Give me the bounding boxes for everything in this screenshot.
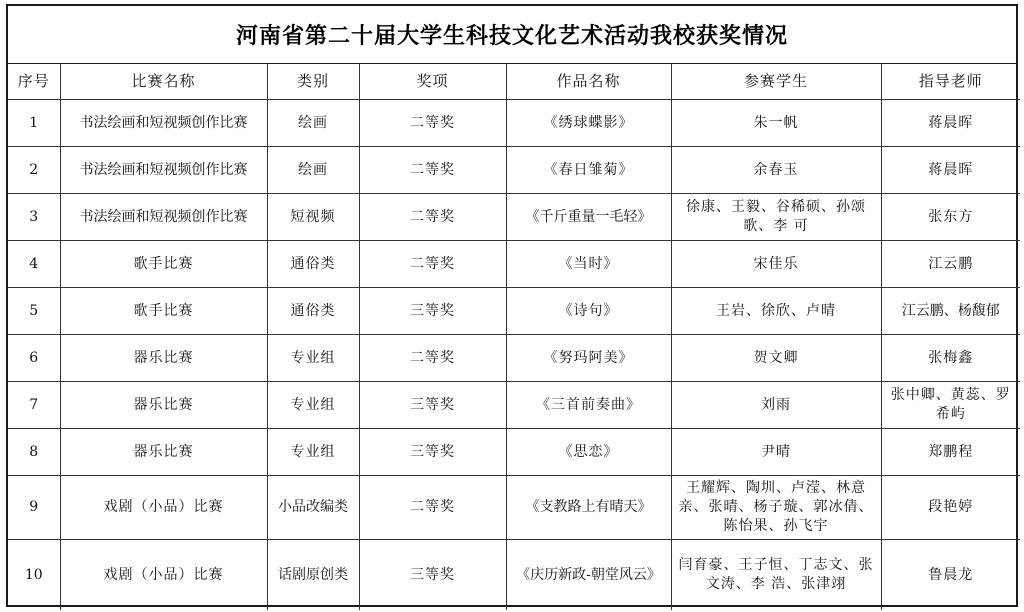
competition-cell: 器乐比赛 <box>60 335 267 382</box>
advisors-cell: 张东方 <box>881 194 1020 241</box>
work-title-cell: 《努玛阿美》 <box>506 335 671 382</box>
advisors-cell: 段艳婷 <box>881 476 1020 540</box>
work-title-cell: 《当时》 <box>506 241 671 288</box>
work-title-cell: 《三首前奏曲》 <box>506 382 671 429</box>
award-cell: 二等奖 <box>359 194 506 241</box>
table-row <box>8 100 1020 147</box>
index-cell: 10 <box>8 540 60 611</box>
work-title-cell: 《春日雏菊》 <box>506 147 671 194</box>
table-row <box>8 382 1020 429</box>
index-cell: 9 <box>8 476 60 540</box>
work-title-cell: 《支教路上有晴天》 <box>506 476 671 540</box>
advisors-cell: 蒋晨晖 <box>881 147 1020 194</box>
page-title: 河南省第二十届大学生科技文化艺术活动我校获奖情况 <box>235 23 788 49</box>
table-row <box>8 540 1020 611</box>
category-cell: 专业组 <box>267 429 359 476</box>
index-cell: 2 <box>8 147 60 194</box>
column-header-index: 序号 <box>8 64 60 100</box>
column-header-award: 奖项 <box>359 64 506 100</box>
work-title-cell: 《绣球蝶影》 <box>506 100 671 147</box>
category-cell: 通俗类 <box>267 241 359 288</box>
work-title-cell: 《千斤重量一毛轻》 <box>506 194 671 241</box>
award-sheet <box>6 4 1018 607</box>
column-header-competition: 比赛名称 <box>60 64 267 100</box>
index-cell: 7 <box>8 382 60 429</box>
competition-cell: 书法绘画和短视频创作比赛 <box>60 194 267 241</box>
award-cell: 二等奖 <box>359 241 506 288</box>
advisors-cell: 蒋晨晖 <box>881 100 1020 147</box>
table-header-row <box>8 64 1020 100</box>
award-cell: 二等奖 <box>359 100 506 147</box>
index-cell: 4 <box>8 241 60 288</box>
awards-table <box>8 64 1020 610</box>
advisors-cell: 江云鹏 <box>881 241 1020 288</box>
advisors-cell: 张中卿、黄蕊、罗希屿 <box>881 382 1020 429</box>
award-cell: 二等奖 <box>359 147 506 194</box>
competition-cell: 书法绘画和短视频创作比赛 <box>60 147 267 194</box>
students-cell: 闫育豪、王子恒、丁志文、张文涛、李 浩、张津翊 <box>671 540 881 611</box>
students-cell: 尹晴 <box>671 429 881 476</box>
table-row <box>8 194 1020 241</box>
competition-cell: 歌手比赛 <box>60 288 267 335</box>
index-cell: 8 <box>8 429 60 476</box>
work-title-cell: 《思恋》 <box>506 429 671 476</box>
students-cell: 宋佳乐 <box>671 241 881 288</box>
advisors-cell: 江云鹏、杨馥郁 <box>881 288 1020 335</box>
table-row <box>8 288 1020 335</box>
table-row <box>8 147 1020 194</box>
column-header-work-title: 作品名称 <box>506 64 671 100</box>
students-cell: 徐康、王毅、谷稀硕、孙颂歌、李 可 <box>671 194 881 241</box>
award-cell: 三等奖 <box>359 540 506 611</box>
column-header-advisors: 指导老师 <box>881 64 1020 100</box>
advisors-cell: 郑鹏程 <box>881 429 1020 476</box>
index-cell: 5 <box>8 288 60 335</box>
competition-cell: 戏剧（小品）比赛 <box>60 476 267 540</box>
competition-cell: 书法绘画和短视频创作比赛 <box>60 100 267 147</box>
students-cell: 贺文卿 <box>671 335 881 382</box>
award-cell: 二等奖 <box>359 476 506 540</box>
category-cell: 短视频 <box>267 194 359 241</box>
table-row <box>8 429 1020 476</box>
work-title-cell: 《庆历新政-朝堂风云》 <box>506 540 671 611</box>
advisors-cell: 鲁晨龙 <box>881 540 1020 611</box>
competition-cell: 器乐比赛 <box>60 382 267 429</box>
students-cell: 王岩、徐欣、卢晴 <box>671 288 881 335</box>
award-cell: 三等奖 <box>359 288 506 335</box>
column-header-category: 类别 <box>267 64 359 100</box>
award-cell: 三等奖 <box>359 429 506 476</box>
students-cell: 王耀辉、陶圳、卢滢、林意亲、张晴、杨子璇、郭冰倩、陈怡果、孙飞宇 <box>671 476 881 540</box>
table-row <box>8 476 1020 540</box>
index-cell: 6 <box>8 335 60 382</box>
index-cell: 1 <box>8 100 60 147</box>
category-cell: 绘画 <box>267 100 359 147</box>
category-cell: 专业组 <box>267 335 359 382</box>
category-cell: 小品改编类 <box>267 476 359 540</box>
category-cell: 话剧原创类 <box>267 540 359 611</box>
title-bar <box>8 6 1016 64</box>
column-header-students: 参赛学生 <box>671 64 881 100</box>
award-cell: 二等奖 <box>359 335 506 382</box>
category-cell: 绘画 <box>267 147 359 194</box>
table-row <box>8 335 1020 382</box>
category-cell: 专业组 <box>267 382 359 429</box>
table-row <box>8 241 1020 288</box>
students-cell: 刘雨 <box>671 382 881 429</box>
work-title-cell: 《诗句》 <box>506 288 671 335</box>
award-cell: 三等奖 <box>359 382 506 429</box>
index-cell: 3 <box>8 194 60 241</box>
competition-cell: 歌手比赛 <box>60 241 267 288</box>
students-cell: 余春玉 <box>671 147 881 194</box>
competition-cell: 器乐比赛 <box>60 429 267 476</box>
advisors-cell: 张梅鑫 <box>881 335 1020 382</box>
competition-cell: 戏剧（小品）比赛 <box>60 540 267 611</box>
category-cell: 通俗类 <box>267 288 359 335</box>
students-cell: 朱一帆 <box>671 100 881 147</box>
